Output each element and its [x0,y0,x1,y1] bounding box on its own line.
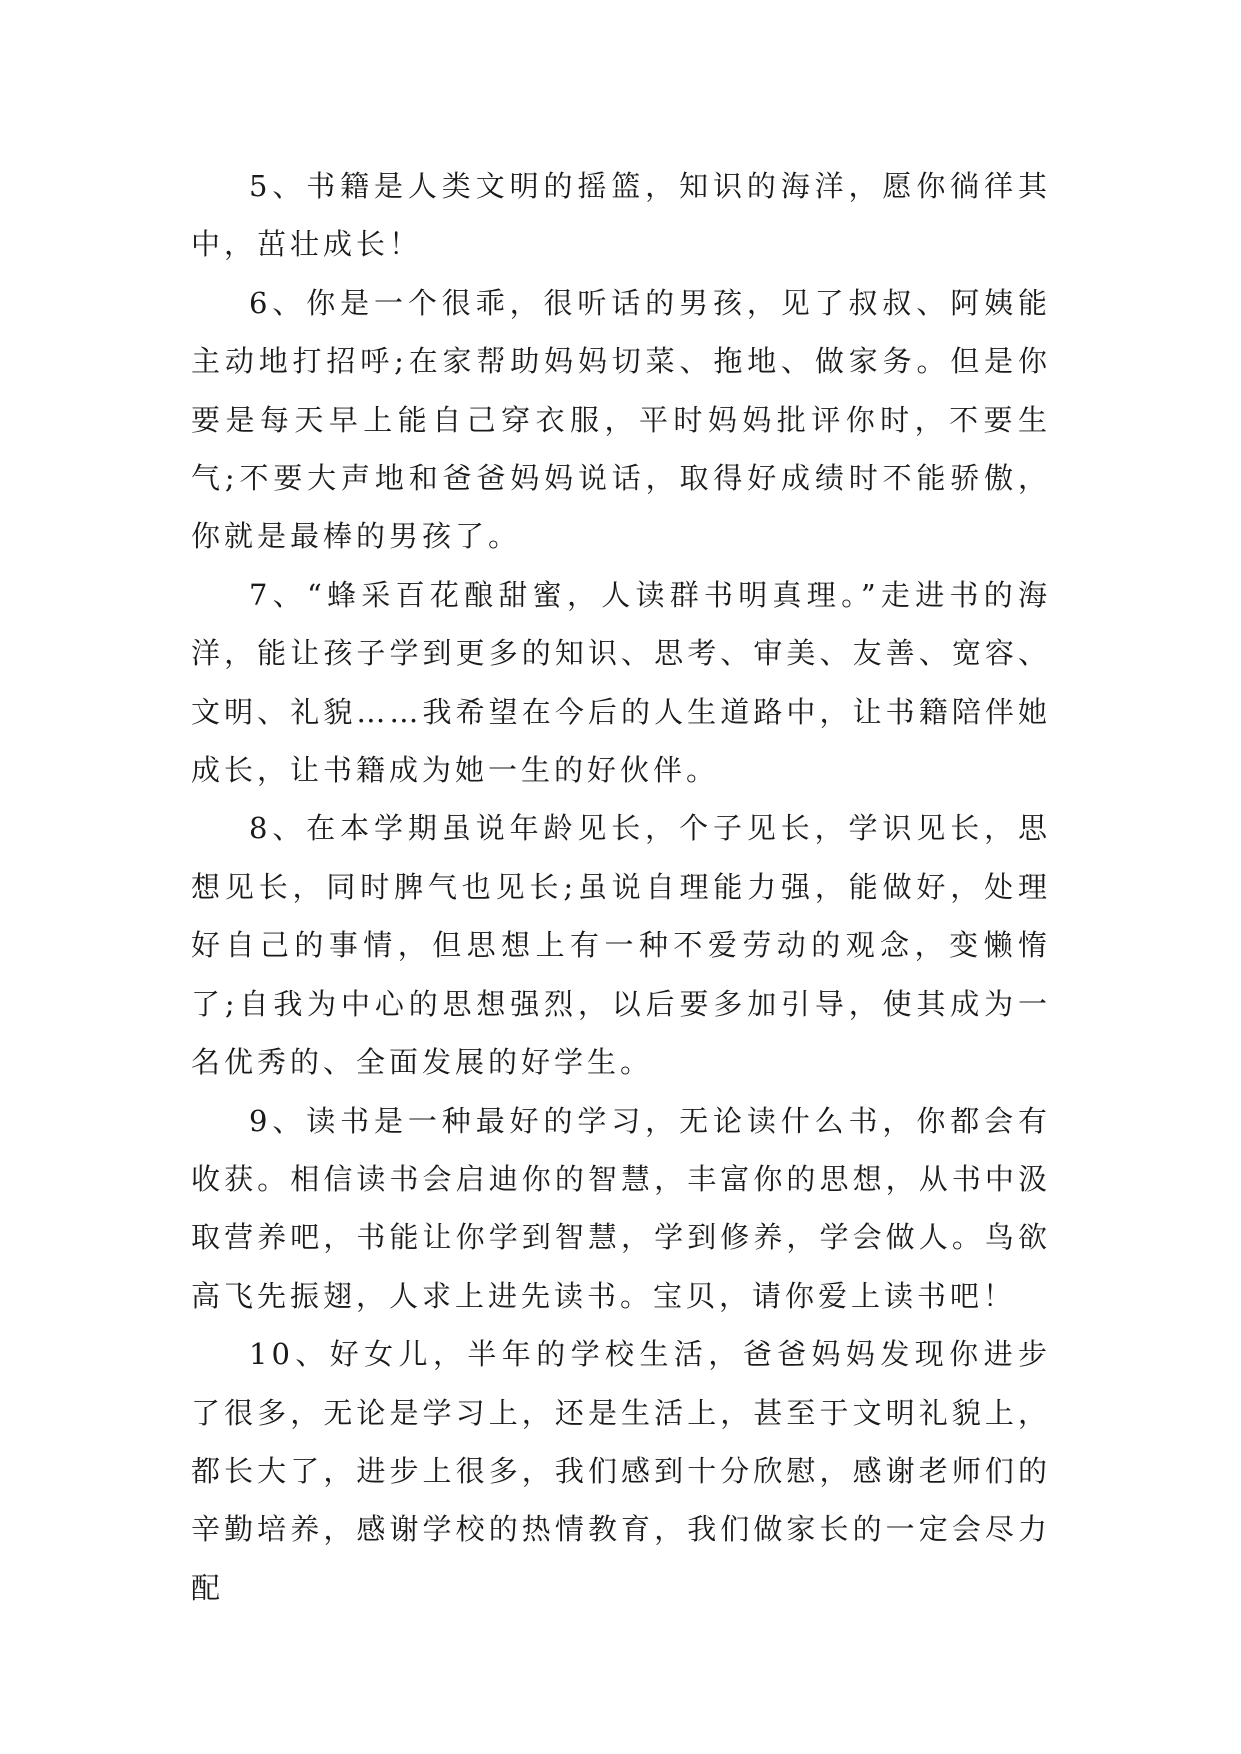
paragraph-8: 8、在本学期虽说年龄见长，个子见长，学识见长，思想见长，同时脾气也见长;虽说自理能力强，能做好，处理好自己的事情，但思想上有一种不爱劳动的观念，变懒惰了;自我为中心的思想强烈，以后要多加引导，使其成为一名优秀的、全面发展的好学生。 [191,811,1051,1080]
paragraph-7: 7、“蜂采百花酿甜蜜，人读群书明真理。”走进书的海洋，能让孩子学到更多的知识、思考、审美、友善、宽容、文明、礼貌……我希望在今后的人生道路中，让书籍陪伴她成长，让书籍成为她一生的好伙伴。 [191,577,1051,788]
paragraph-6: 6、你是一个很乖，很听话的男孩，见了叔叔、阿姨能主动地打招呼;在家帮助妈妈切菜、拖地、做家务。但是你要是每天早上能自己穿衣服，平时妈妈批评你时，不要生气;不要大声地和爸爸妈妈说话，取得好成绩时不能骄傲，你就是最棒的男孩了。 [191,285,1051,554]
paragraph-9: 9、读书是一种最好的学习，无论读什么书，你都会有收获。相信读书会启迪你的智慧，丰富你的思想，从书中汲取营养吧，书能让你学到智慧，学到修养，学会做人。鸟欲高飞先振翅，人求上进先读书。宝贝，请你爱上读书吧！ [191,1103,1051,1313]
paragraph-5: 5、书籍是人类文明的摇篮，知识的海洋，愿你徜徉其中，茁壮成长！ [191,169,1051,262]
paragraph-10: 10、好女儿，半年的学校生活，爸爸妈妈发现你进步了很多，无论是学习上，还是生活上，甚至于文明礼貌上，都长大了，进步上很多，我们感到十分欣慰，感谢老师们的辛勤培养，感谢学校的热情教育，我们做家长的一定会尽力配 [191,1337,1051,1605]
document-body [191,157,1051,1617]
